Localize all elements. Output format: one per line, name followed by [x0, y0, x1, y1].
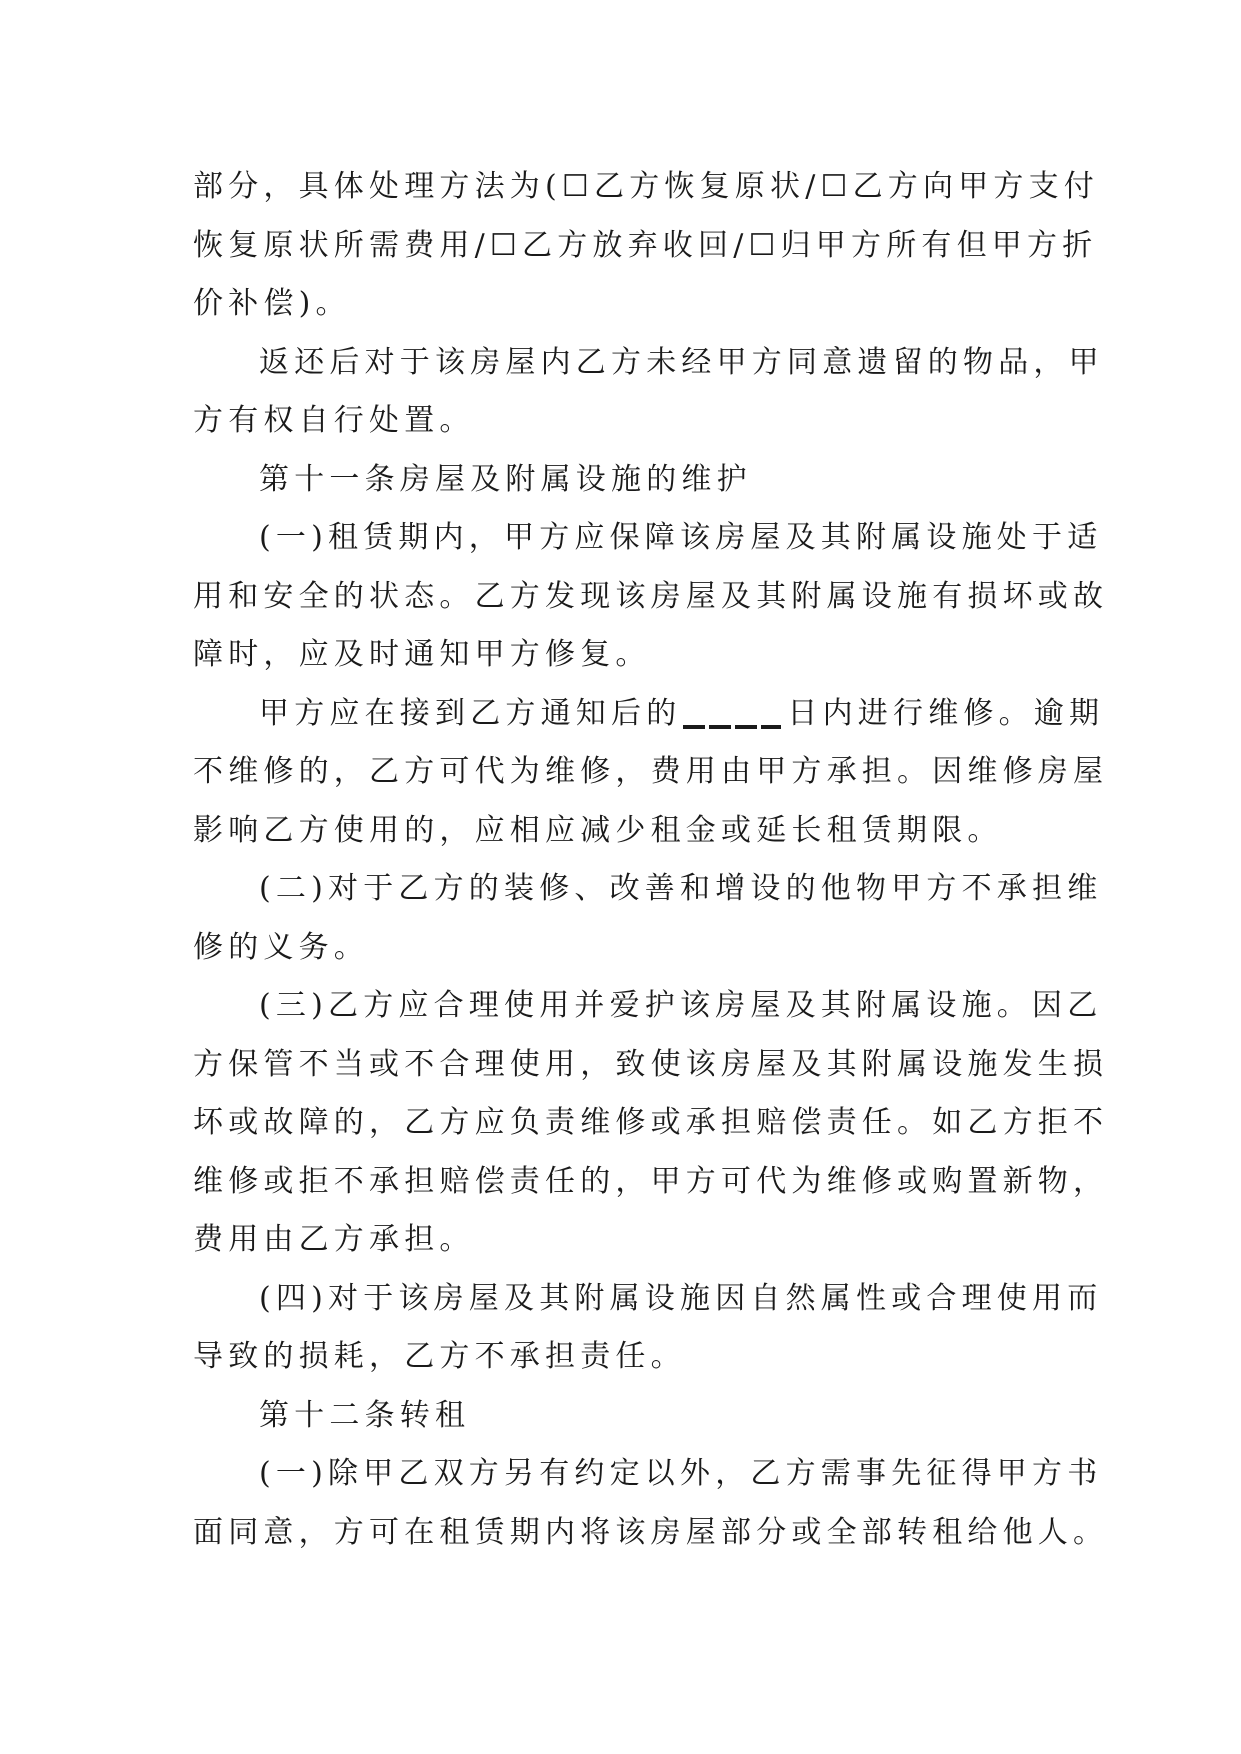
text-line: (二)对于乙方的装修、改善和增设的他物甲方不承担维 — [259, 871, 1103, 906]
article-heading: 第十二条转租 — [259, 1397, 471, 1433]
text-line: (一)除甲乙双方另有约定以外，乙方需事先征得甲方书 — [259, 1456, 1103, 1491]
text-line: 费用由乙方承担。 — [193, 1222, 475, 1257]
text-line: 障时，应及时通知甲方修复。 — [193, 637, 651, 672]
text-line: 方保管不当或不合理使用，致使该房屋及其附属设施发生损 — [193, 1046, 1109, 1082]
text-line: 恢复原状所需费用/☐乙方放弃收回/☐归甲方所有但甲方折 — [193, 227, 1098, 263]
text-line: 部分，具体处理方法为(☐乙方恢复原状/☐乙方向甲方支付 — [193, 169, 1099, 204]
text-line: 坏或故障的，乙方应负责维修或承担赔偿责任。如乙方拒不 — [193, 1105, 1109, 1140]
text-line: (一)租赁期内，甲方应保障该房屋及其附属设施处于适 — [259, 520, 1103, 555]
document-page — [193, 158, 1109, 1562]
text-line: 价补偿)。 — [193, 286, 351, 321]
text-line: 用和安全的状态。乙方发现该房屋及其附属设施有损坏或故 — [193, 578, 1109, 614]
text-line: 修的义务。 — [193, 929, 369, 965]
text-line: 维修或拒不承担赔偿责任的，甲方可代为维修或购置新物， — [193, 1163, 1109, 1199]
text-line: 方有权自行处置。 — [193, 403, 475, 438]
article-heading: 第十一条房屋及附属设施的维护 — [259, 461, 752, 497]
text-line: 面同意，方可在租赁期内将该房屋部分或全部转租给他人。 — [193, 1514, 1109, 1550]
text-line: (四)对于该房屋及其附属设施因自然属性或合理使用而 — [259, 1280, 1103, 1316]
text-line-with-blank — [193, 685, 1105, 744]
text-line: 导致的损耗，乙方不承担责任。 — [193, 1339, 686, 1374]
text-line: (三)乙方应合理使用并爱护该房屋及其附属设施。因乙 — [259, 988, 1103, 1023]
fill-in-blank — [683, 725, 781, 729]
text-segment: 日内进行维修。逾期 — [787, 695, 1105, 731]
text-line: 返还后对于该房屋内乙方未经甲方同意遗留的物品，甲 — [259, 344, 1104, 380]
text-line: 影响乙方使用的，应相应减少租金或延长租赁期限。 — [193, 812, 1003, 848]
text-segment: 甲方应在接到乙方通知后的 — [259, 695, 682, 731]
text-line: 不维修的，乙方可代为维修，费用由甲方承担。因维修房屋 — [193, 754, 1109, 789]
